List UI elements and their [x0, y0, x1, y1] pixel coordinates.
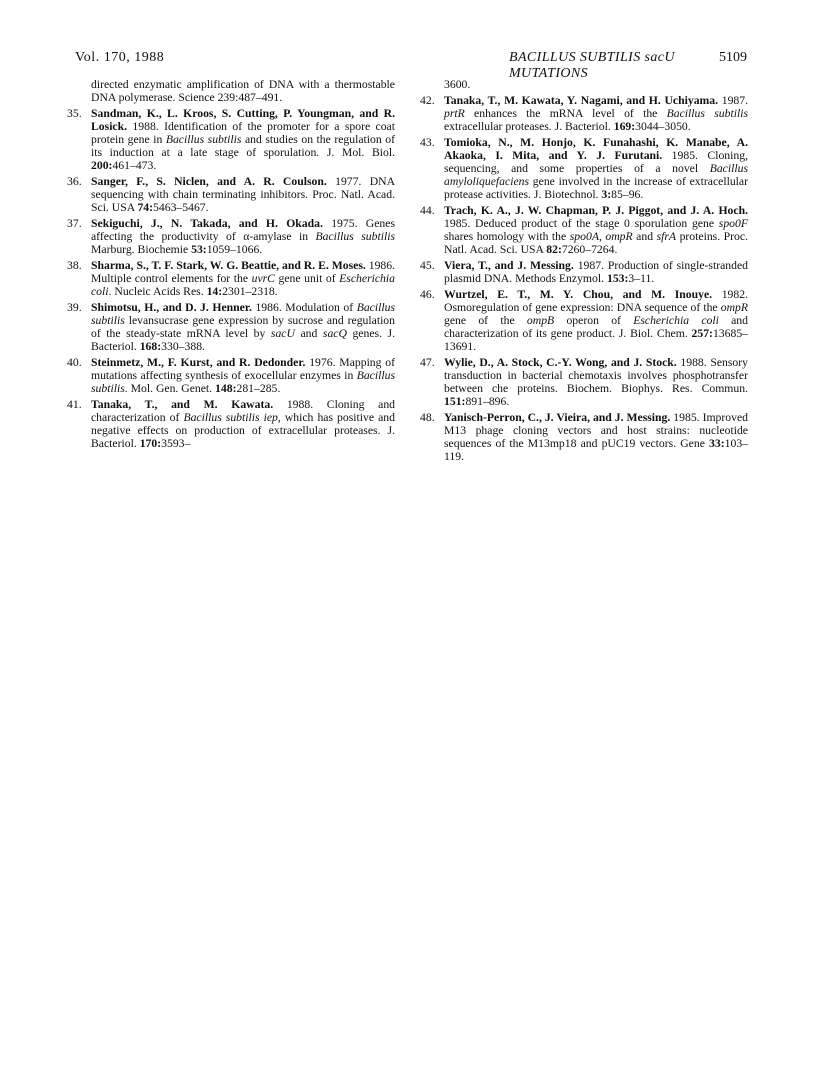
reference-text: levansucrase gene expression by sucrose and regulation of the steady-state mRNA level by	[91, 314, 395, 340]
reference-volume: 169:	[613, 120, 636, 133]
volume-label: Vol. 170, 1988	[75, 50, 165, 65]
reference-volume: 151:	[444, 395, 466, 408]
reference-entry	[67, 217, 396, 256]
reference-authors: Trach, K. A., J. W. Chapman, P. J. Piggot, and J. A. Hoch.	[444, 204, 748, 217]
reference-text: . Nucleic Acids Res.	[108, 285, 207, 298]
reference-authors: Sandman, K., L. Kroos, S. Cutting, P. Youngman, and R. Losick.	[91, 107, 395, 133]
running-title: BACILLUS SUBTILIS sacU MUTATIONS	[509, 50, 675, 81]
reference-pages: 13685–13691.	[444, 327, 748, 353]
reference-text: Sensory transduction in bacterial chemotaxis involves phosphotransfer between che proteins. Biochem. Biophys. Res. Commun.	[444, 356, 749, 395]
reference-text: gene of the	[444, 314, 527, 327]
reference-text: Deduced product of the stage 0 sporulation gene	[475, 217, 719, 230]
reference-year: 1988.	[286, 398, 314, 411]
reference-number: 44.	[420, 204, 435, 217]
reference-text: Marburg. Biochemie	[91, 243, 192, 256]
reference-number: 36.	[67, 175, 82, 188]
reference-volume: 153:	[606, 272, 629, 285]
reference-text: , which has positive and negative effects on production of extracellular proteases. J. Bacteriol.	[91, 411, 395, 450]
reference-text: gene involved in the increase of extracellular protease activities. J. Biotechnol.	[444, 175, 748, 201]
reference-italic: Bacillus subtilis	[315, 230, 395, 243]
reference-authors: Sekiguchi, J., N. Takada, and H. Okada.	[91, 217, 323, 230]
reference-text: and characterization of its gene product. J. Biol. Chem.	[444, 314, 748, 340]
reference-volume: 170:	[139, 437, 162, 450]
reference-pages: 3593–	[161, 437, 191, 450]
reference-text: shares homology with the	[444, 230, 570, 243]
reference-number: 38.	[67, 259, 82, 272]
reference-entry	[67, 301, 395, 353]
reference-entry	[420, 288, 748, 353]
reference-text: extracellular proteases. J. Bacteriol.	[444, 120, 614, 133]
reference-text: ,	[598, 230, 606, 243]
reference-italic: Bacillus subtilis	[165, 133, 242, 146]
reference-pages: 103–119.	[444, 437, 748, 463]
reference-italic: Bacillus amyloliquefaciens	[444, 162, 748, 188]
reference-number: 35.	[67, 107, 82, 120]
reference-pages: 891–896.	[465, 395, 510, 408]
reference-year: 1985.	[673, 411, 700, 424]
reference-entry	[67, 175, 396, 214]
reference-year: 1982.	[721, 288, 748, 301]
reference-volume: 74:	[137, 201, 154, 214]
reference-list-left	[67, 107, 396, 450]
reference-italic: spo0A	[569, 230, 599, 243]
reference-italic: Bacillus subtilis	[91, 301, 395, 327]
reference-authors: Tanaka, T., and M. Kawata.	[91, 398, 274, 411]
reference-entry	[420, 356, 749, 408]
reference-italic: ompR	[720, 301, 748, 314]
reference-italic: Escherichia coli	[633, 314, 719, 327]
reference-text: operon of	[554, 314, 634, 327]
reference-number: 39.	[67, 301, 82, 314]
reference-pages: 3044–3050.	[635, 120, 691, 133]
reference-entry	[67, 356, 396, 395]
reference-text: gene unit of	[274, 272, 340, 285]
reference-year: 1976.	[309, 356, 336, 369]
reference-continuation	[75, 78, 395, 104]
reference-text: Cloning and characterization of	[91, 398, 396, 424]
reference-number: 37.	[67, 217, 82, 230]
reference-entry	[420, 411, 748, 463]
reference-authors: Tomioka, N., M. Honjo, K. Funahashi, K. Manabe, A. Akaoka, I. Mita, and Y. J. Furutani.	[444, 136, 748, 162]
reference-volume: 33:	[709, 437, 725, 450]
reference-text: . Mol. Gen. Genet.	[124, 382, 216, 395]
reference-pages: 330–388.	[161, 340, 205, 353]
right-column	[420, 78, 749, 466]
reference-volume: 3:	[601, 188, 612, 201]
reference-volume: 82:	[546, 243, 562, 256]
reference-text: Genes affecting the productivity of α-amylase in	[91, 217, 396, 243]
reference-text: and studies on the regulation of its induction at a late stage of sporulation. J. Mol. Biol.	[91, 133, 395, 159]
continuation-text: 3600.	[444, 78, 471, 91]
reference-pages: 85–96.	[611, 188, 644, 201]
reference-year: 1988.	[680, 356, 707, 369]
reference-year: 1985.	[671, 149, 698, 162]
reference-authors: Wurtzel, E. T., M. Y. Chou, and M. Inouye.	[444, 288, 713, 301]
reference-authors: Sanger, F., S. Niclen, and A. R. Coulson.	[91, 175, 327, 188]
reference-pages: 2301–2318.	[222, 285, 278, 298]
continuation-text: directed enzymatic amplification of DNA with a thermostable DNA polymerase. Science 239:487–491.	[91, 78, 395, 104]
reference-authors: Viera, T., and J. Messing.	[444, 259, 574, 272]
reference-text: genes. J. Bacteriol.	[91, 327, 395, 353]
reference-number: 45.	[420, 259, 435, 272]
reference-authors: Sharma, S., T. F. Stark, W. G. Beattie, and R. E. Moses.	[91, 259, 366, 272]
reference-volume: 168:	[139, 340, 162, 353]
reference-volume: 14:	[206, 285, 223, 298]
reference-italic: sacQ	[322, 327, 347, 340]
reference-pages: 5463–5467.	[153, 201, 209, 214]
reference-text: Mapping of mutations affecting synthesis of exocellular enzymes in	[91, 356, 396, 382]
reference-italic: sacU	[270, 327, 295, 340]
reference-authors: Tanaka, T., M. Kawata, Y. Nagami, and H. Uchiyama.	[444, 94, 719, 107]
reference-entry	[67, 107, 395, 172]
reference-italic: sfrA	[656, 230, 677, 243]
reference-year: 1985.	[444, 217, 471, 230]
reference-entry	[67, 398, 396, 450]
reference-italic: spo0F	[718, 217, 748, 230]
reference-text: Production of single-stranded plasmid DNA. Methods Enzymol.	[444, 259, 748, 285]
reference-authors: Wylie, D., A. Stock, C.-Y. Wong, and J. Stock.	[444, 356, 677, 369]
reference-volume: 53:	[191, 243, 207, 256]
reference-authors: Steinmetz, M., F. Kurst, and R. Dedonder.	[91, 356, 306, 369]
reference-year: 1977.	[335, 175, 362, 188]
reference-italic: uvrC	[251, 272, 275, 285]
reference-text: DNA sequencing with chain terminating inhibitors. Proc. Natl. Acad. Sci. USA	[91, 175, 396, 214]
reference-pages: 281–285.	[236, 382, 281, 395]
reference-text: and	[632, 230, 657, 243]
reference-year: 1975.	[331, 217, 358, 230]
reference-entry	[67, 259, 396, 298]
reference-number: 41.	[67, 398, 82, 411]
reference-italic: Bacillus subtilis iep	[183, 411, 278, 424]
reference-pages: 7260–7264.	[561, 243, 618, 256]
running-header	[75, 50, 747, 81]
reference-year: 1987.	[721, 94, 749, 107]
reference-italic: ompR	[605, 230, 633, 243]
reference-italic: Bacillus subtilis	[91, 369, 395, 395]
reference-italic: prtR	[444, 107, 465, 120]
reference-number: 43.	[420, 136, 435, 149]
reference-pages: 3–11.	[628, 272, 655, 285]
reference-text: Cloning, sequencing, and some properties of a novel	[444, 149, 748, 175]
reference-entry	[420, 204, 749, 256]
reference-list-right	[420, 94, 749, 463]
reference-year: 1986.	[368, 259, 396, 272]
reference-text: Improved M13 phage cloning vectors and host strains: nucleotide sequences of the M13mp18 and pUC19 vectors. Gene	[444, 411, 748, 450]
reference-italic: ompB	[526, 314, 555, 327]
reference-number: 48.	[420, 411, 435, 424]
reference-italic: Bacillus subtilis	[666, 107, 748, 120]
reference-authors: Yanisch-Perron, C., J. Vieira, and J. Messing.	[444, 411, 671, 424]
reference-text: and	[294, 327, 323, 340]
reference-entry	[420, 259, 748, 285]
reference-text: Multiple control elements for the	[91, 272, 252, 285]
reference-year: 1986.	[255, 301, 282, 314]
reference-year: 1988.	[132, 120, 159, 133]
reference-number: 42.	[420, 94, 435, 107]
reference-text: Osmoregulation of gene expression: DNA sequence of the	[444, 301, 721, 314]
reference-italic: Escherichia coli	[91, 272, 395, 298]
reference-text: proteins. Proc. Natl. Acad. Sci. USA	[444, 230, 749, 256]
reference-volume: 148:	[215, 382, 237, 395]
reference-text: Modulation of	[285, 301, 357, 314]
reference-text: enhances the mRNA level of the	[464, 107, 667, 120]
reference-number: 47.	[420, 356, 435, 369]
reference-number: 40.	[67, 356, 82, 369]
reference-volume: 257:	[691, 327, 713, 340]
reference-authors: Shimotsu, H., and D. J. Henner.	[91, 301, 252, 314]
left-column	[67, 78, 396, 453]
reference-continuation	[428, 78, 748, 91]
reference-volume: 200:	[91, 159, 113, 172]
reference-pages: 461–473.	[112, 159, 157, 172]
reference-year: 1987.	[577, 259, 604, 272]
reference-number: 46.	[420, 288, 435, 301]
reference-entry	[420, 94, 749, 133]
reference-text: Identification of the promoter for a spore coat protein gene in	[91, 120, 395, 146]
page-number: 5109	[719, 50, 747, 65]
reference-pages: 1059–1066.	[206, 243, 263, 256]
reference-entry	[420, 136, 748, 201]
